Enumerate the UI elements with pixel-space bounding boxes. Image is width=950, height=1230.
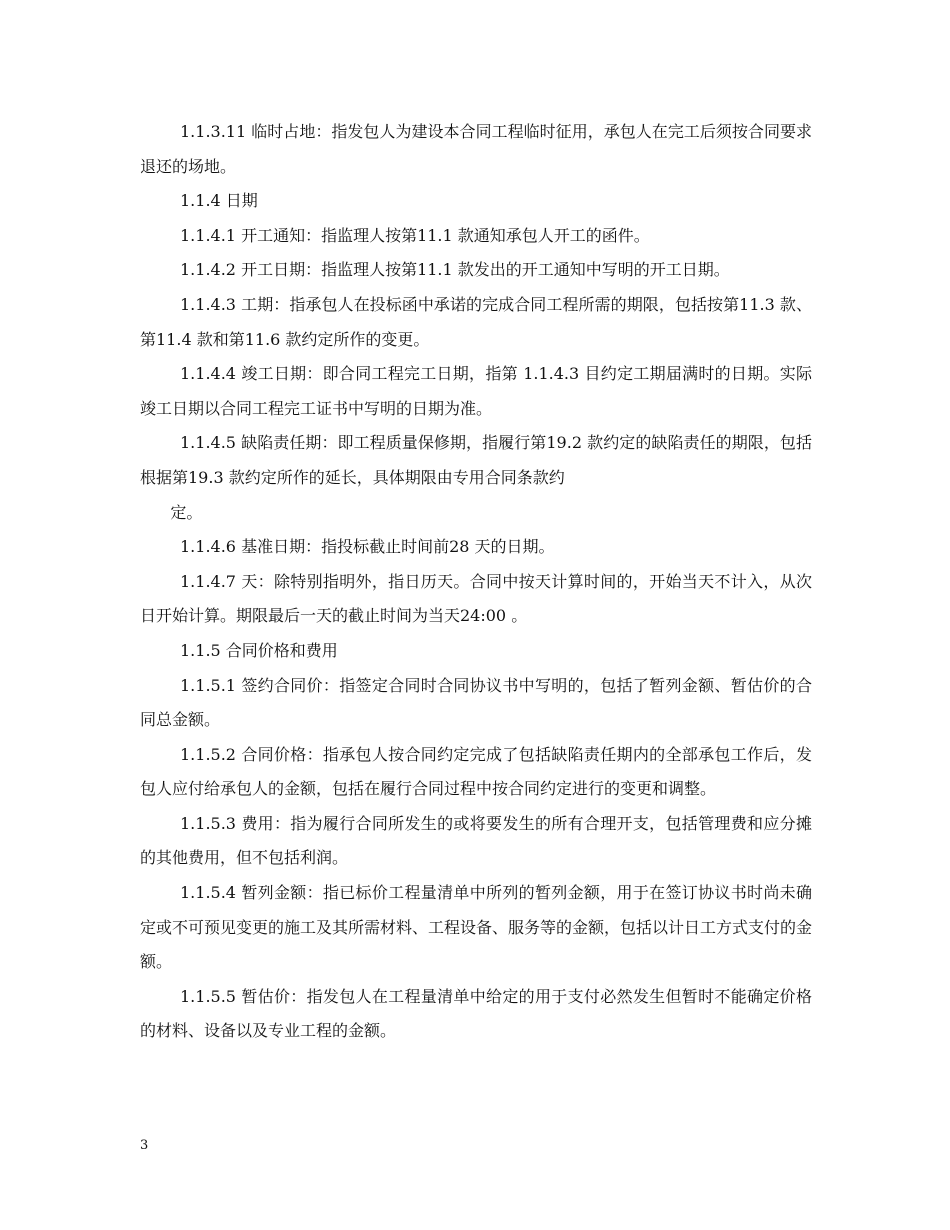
clause-1-1-5-2: 1.1.5.2 合同价格：指承包人按合同约定完成了包括缺陷责任期内的全部承包工作后，发包人应付给承包人的金额，包括在履行合同过程中按合同约定进行的变更和调整。 [140,744,812,799]
clause-1-1-5-1: 1.1.5.1 签约合同价：指签定合同时合同协议书中写明的，包括了暂列金额、暂估价的合同总金额。 [140,675,812,730]
section-heading-1-1-5: 1.1.5 合同价格和费用 [180,640,338,660]
clause-1-1-4-5: 1.1.4.5 缺陷责任期：即工程质量保修期，指履行第19.2 款约定的缺陷责任的期限，包括根据第19.3 款约定所作的延长，具体期限由专用合同条款约 [140,433,812,487]
clause-1-1-4-3: 1.1.4.3 工期：指承包人在投标函中承诺的完成合同工程所需的期限，包括按第11.3 款、第11.4 款和第11.6 款约定所作的变更。 [140,294,812,349]
clause-1-1-4-4: 1.1.4.4 竣工日期：即合同工程完工日期，指第 1.1.4.3 目约定工期届满时的日期。实际竣工日期以合同工程完工证书中写明的日期为准。 [140,364,812,418]
clause-1-1-4-6: 1.1.4.6 基准日期：指投标截止时间前28 天的日期。 [180,537,555,557]
clause-1-1-4-5-continuation: 定。 [170,502,203,522]
section-heading-1-1-4: 1.1.4 日期 [180,191,258,211]
clause-1-1-4-2: 1.1.4.2 开工日期：指监理人按第11.1 款发出的开工通知中写明的开工日期。 [180,260,730,280]
page-number: 3 [140,1138,149,1153]
clause-1-1-5-3: 1.1.5.3 费用：指为履行合同所发生的或将要发生的所有合理开支，包括管理费和应分摊的其他费用，但不包括利润。 [140,813,812,868]
clause-1-1-4-7: 1.1.4.7 天：除特别指明外，指日历天。合同中按天计算时间的，开始当天不计入，从次日开始计算。期限最后一天的截止时间为当天24:00 。 [140,571,812,626]
clause-1-1-3-11: 1.1.3.11 临时占地：指发包人为建设本合同工程临时征用，承包人在完工后须按合同要求退还的场地。 [140,122,812,176]
clause-1-1-4-1: 1.1.4.1 开工通知：指监理人按第11.1 款通知承包人开工的函件。 [180,225,650,245]
clause-1-1-5-4: 1.1.5.4 暂列金额：指已标价工程量清单中所列的暂列金额，用于在签订协议书时尚未确定或不可预见变更的施工及其所需材料、工程设备、服务等的金额，包括以计日工方式支付的金额。 [140,883,813,972]
document-body [140,115,812,1049]
clause-1-1-5-5: 1.1.5.5 暂估价：指发包人在工程量清单中给定的用于支付必然发生但暂时不能确定价格的材料、设备以及专业工程的金额。 [140,986,812,1041]
